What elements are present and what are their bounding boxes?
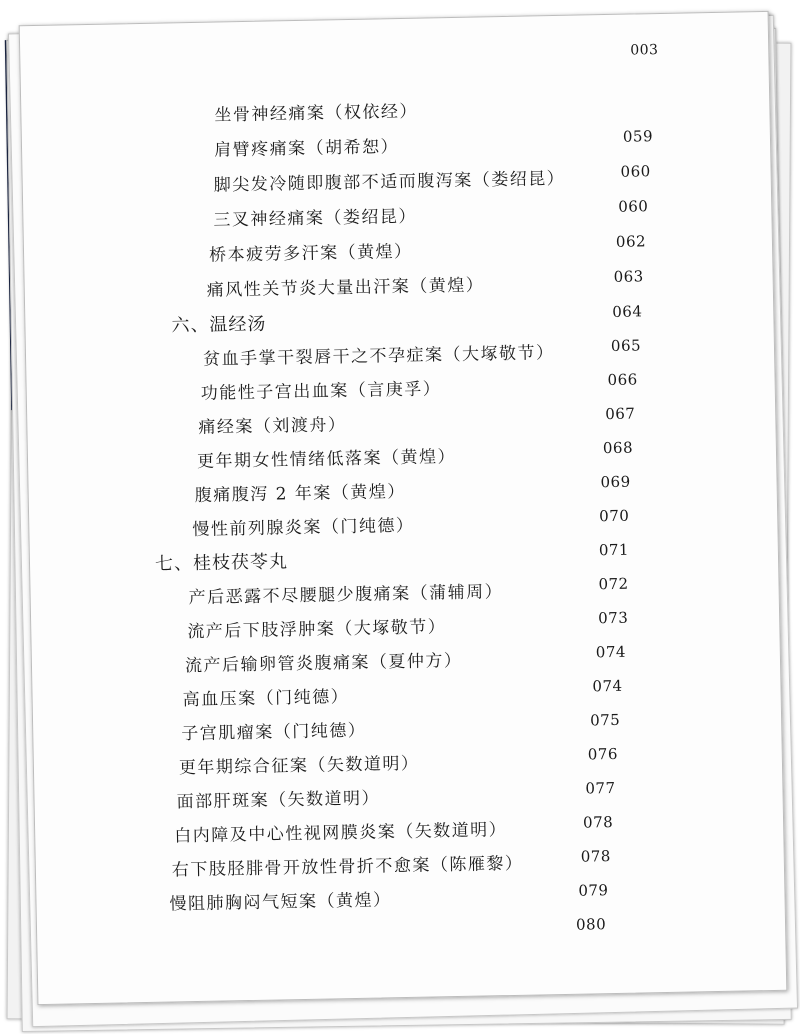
toc-entry-title: 功能性子宫出血案（言庚孚） — [200, 379, 442, 404]
toc-entry-title: 产后恶露不尽腰腿少腹痛案（蒲辅周） — [188, 582, 504, 609]
toc-entry-page: 076 — [587, 744, 619, 764]
toc-entry-page: 079 — [578, 881, 609, 900]
toc-entry-title: 子宫肌瘤案（门纯德） — [181, 720, 367, 745]
toc-entry-title: 高血压案（门纯德） — [182, 687, 350, 711]
toc-entry-page: 066 — [607, 370, 638, 390]
toc-entry-page: 074 — [595, 642, 627, 662]
section-title: 六、温经汤 — [171, 313, 267, 337]
toc-entry-page: 059 — [622, 127, 654, 146]
toc-entry-title: 更年期综合征案（矢数道明） — [178, 753, 420, 779]
toc-entry-title: 三叉神经痛案（娄绍昆） — [213, 206, 418, 231]
toc-entry-page: 077 — [585, 778, 616, 798]
toc-entry-title: 右下肢胫腓骨开放性骨折不愈案（陈雁黎） — [171, 853, 524, 881]
toc-entry-title: 流产后输卵管炎腹痛案（夏仲方） — [184, 650, 463, 677]
toc-entry-title: 桥本疲劳多汗案（黄煌） — [208, 241, 413, 266]
toc-entry-page: 075 — [589, 710, 621, 730]
toc-entry-page: 067 — [605, 404, 636, 424]
toc-entry-page: 060 — [620, 162, 651, 181]
toc-entry-page: 080 — [575, 915, 607, 934]
toc-entry-page: 068 — [602, 438, 634, 458]
toc-entry-page: 069 — [600, 472, 631, 492]
toc-entry-page: 062 — [615, 232, 647, 251]
toc-entry-page: 073 — [597, 608, 629, 628]
toc-entry-page: 064 — [612, 302, 643, 321]
toc-entry-title: 慢阻肺胸闷气短案（黄煌） — [169, 890, 392, 915]
table-of-contents — [20, 12, 787, 1004]
toc-entry-page: 072 — [598, 574, 629, 594]
toc-entry-title: 脚尖发冷随即腹部不适而腹泻案（娄绍昆） — [213, 168, 566, 196]
toc-entry-page: 065 — [610, 336, 642, 355]
toc-entry-title: 流产后下肢浮肿案（大塚敬节） — [187, 617, 447, 643]
section-title: 七、桂枝茯苓丸 — [154, 551, 289, 575]
toc-entry-title: 白内障及中心性视网膜炎案（矢数道明） — [174, 820, 508, 847]
toc-entry-title: 肩臂疼痛案（胡希恕） — [213, 137, 400, 161]
toc-page — [19, 11, 788, 1005]
toc-entry-title: 痛经案（刘渡舟） — [198, 415, 347, 438]
toc-entry-title: 坐骨神经痛案（权依经） — [214, 101, 419, 126]
toc-entry-title: 腹痛腹泻 2 年案（黄煌） — [194, 481, 407, 506]
toc-entry-title: 更年期女性情绪低落案（黄煌） — [196, 446, 457, 472]
toc-entry-page: 071 — [598, 540, 630, 560]
toc-entry-page: 078 — [582, 813, 614, 832]
toc-entry-title: 面部肝斑案（矢数道明） — [176, 788, 381, 813]
toc-entry-title: 痛风性关节炎大量出汗案（黄煌） — [206, 275, 485, 301]
toc-entry-page: 070 — [599, 506, 630, 526]
toc-entry-page: 060 — [618, 197, 649, 216]
toc-entry-title: 慢性前列腺炎案（门纯德） — [192, 515, 415, 541]
toc-entry-page: 078 — [580, 847, 612, 866]
toc-entry-page: 063 — [613, 267, 644, 286]
toc-entry-page: 074 — [592, 676, 623, 696]
toc-entry-title: 贫血手掌干裂唇干之不孕症案（大塚敬节） — [202, 343, 555, 370]
page-number: 003 — [630, 42, 659, 59]
